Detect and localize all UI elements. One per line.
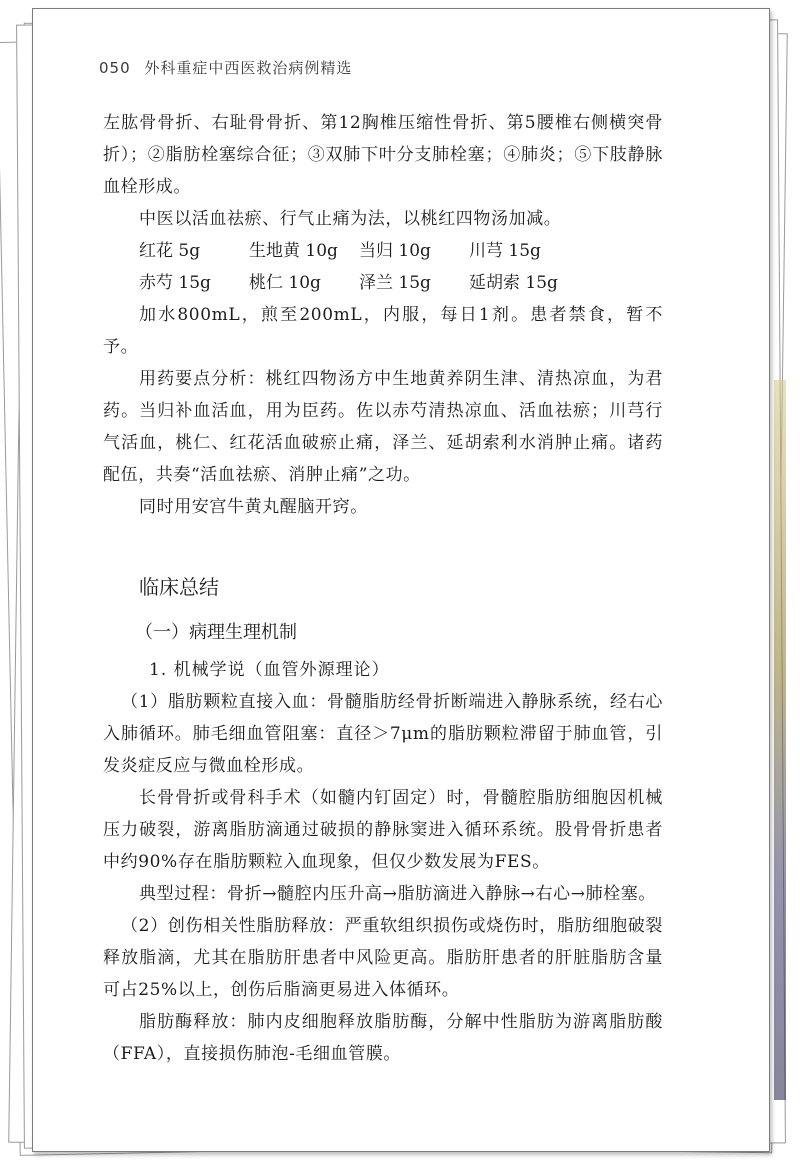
treatment-principle: 中医以活血祛瘀、行气止痛为法，以桃红四物汤加减。 — [139, 209, 562, 229]
herb-item: 生地黄 10g — [249, 241, 338, 261]
herb-item: 川芎 15g — [469, 241, 541, 261]
mechanism-paragraph: 脂肪酶释放：肺内皮细胞释放脂肪酶，分解中性脂肪为游离脂肪酸（FFA），直接损伤肺泡-毛细血管膜。 — [103, 1012, 663, 1064]
herb-item: 红花 5g — [139, 241, 201, 261]
page-edge-decoration — [774, 380, 786, 1100]
herb-row — [139, 267, 663, 299]
analysis-paragraph: 用药要点分析：桃红四物汤方中生地黄养阴生津、清热凉血，为君药。当归补血活血，用为臣药。佐以赤芍清热凉血、活血祛瘀；川芎行气活血，桃仁、红花活血破瘀止痛，泽兰、延胡索利水消肿止痛。诸药配伍，共奏“活血祛瘀、消肿止痛”之功。 — [103, 369, 663, 485]
herb-row — [139, 235, 663, 267]
page-number: 050 — [99, 59, 131, 77]
herb-item: 泽兰 15g — [359, 273, 431, 293]
book-title: 外科重症中西医救治病例精选 — [144, 59, 353, 77]
herb-item: 桃仁 10g — [249, 273, 321, 293]
herb-item: 赤芍 15g — [139, 273, 211, 293]
adjunct-paragraph: 同时用安宫牛黄丸醒脑开窍。 — [139, 497, 368, 517]
mechanism-paragraph: （1）脂肪颗粒直接入血：骨髓脂肪经骨折断端进入静脉系统，经右心入肺循环。肺毛细血管阻塞：直径＞7μm的脂肪颗粒滞留于肺血管，引发炎症反应与微血栓形成。 — [103, 692, 663, 776]
mechanism-paragraph: 长骨骨折或骨科手术（如髓内钉固定）时，骨髓腔脂肪细胞因机械压力破裂，游离脂肪滴通过破损的静脉窦进入循环系统。股骨骨折患者中约90%存在脂肪颗粒入血现象，但仅少数发展为FES。 — [103, 788, 663, 872]
mechanism-paragraph: （2）创伤相关性脂肪释放：严重软组织损伤或烧伤时，脂肪细胞破裂释放脂滴，尤其在脂肪肝患者中风险更高。脂肪肝患者的肝脏脂肪含量可占25%以上，创伤后脂滴更易进入体循环。 — [103, 916, 663, 1000]
item-title: 1. 机械学说（血管外源理论） — [149, 660, 390, 680]
mechanism-paragraph: 典型过程：骨折→髓腔内压升高→脂肪滴进入静脉→右心→肺栓塞。 — [139, 884, 656, 904]
running-header — [99, 57, 352, 78]
diagnosis-paragraph: 左肱骨骨折、右耻骨骨折、第12胸椎压缩性骨折、第5腰椎右侧横突骨折）；②脂肪栓塞综合征；③双肺下叶分支肺栓塞；④肺炎；⑤下肢静脉血栓形成。 — [103, 113, 663, 197]
subsection-title: （一）病理生理机制 — [135, 622, 297, 643]
page-body — [103, 107, 663, 1070]
book-page — [32, 8, 770, 1152]
herb-item: 当归 10g — [359, 241, 431, 261]
herb-list — [139, 235, 663, 299]
section-title: 临床总结 — [139, 575, 219, 599]
herb-item: 延胡索 15g — [469, 273, 558, 293]
dosage-paragraph: 加水800mL，煎至200mL，内服，每日1剂。患者禁食，暂不予。 — [103, 305, 663, 357]
